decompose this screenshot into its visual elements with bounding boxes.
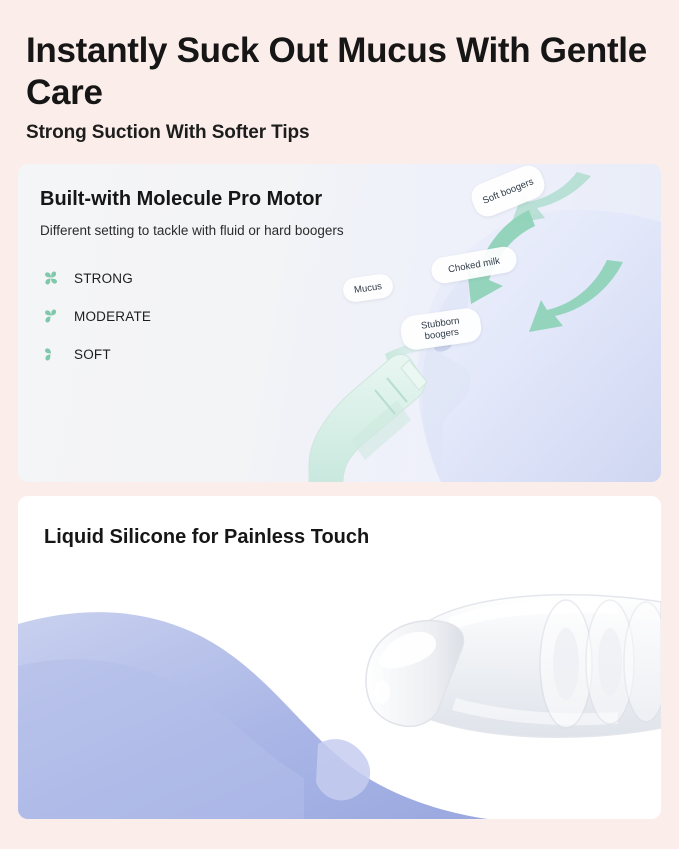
suction-mode-list [40, 262, 344, 370]
callout-mucus: Mucus [342, 273, 395, 304]
baby-profile-illustration [291, 164, 661, 482]
page-title: Instantly Suck Out Mucus With Gentle Care [26, 31, 647, 112]
mode-label-moderate: MODERATE [74, 308, 152, 324]
motor-title: Built-with Molecule Pro Motor [40, 188, 323, 210]
callout-choked-milk: Choked milk [429, 245, 518, 286]
callout-stubborn-boogers: Stubborn boogers [399, 307, 483, 352]
fan-strong-icon [40, 267, 62, 289]
header [18, 0, 661, 150]
page-subtitle: Strong Suction With Softer Tips [26, 122, 310, 143]
mode-label-strong: STRONG [74, 270, 133, 286]
fan-moderate-icon [40, 305, 62, 327]
feature-card-motor [18, 164, 661, 482]
fan-soft-icon [40, 343, 62, 365]
callout-soft-boogers: Soft boogers [467, 164, 548, 221]
feature-card-silicone [18, 496, 661, 819]
motor-text-block [40, 188, 344, 376]
silicone-text-block [44, 524, 369, 551]
mode-item-strong [40, 262, 344, 294]
silicone-title: Liquid Silicone for Painless Touch [44, 526, 370, 548]
mode-label-soft: SOFT [74, 346, 111, 362]
mode-item-moderate [40, 300, 344, 332]
motor-subtitle: Different setting to tackle with fluid or hard boogers [40, 223, 344, 238]
mode-item-soft [40, 338, 344, 370]
